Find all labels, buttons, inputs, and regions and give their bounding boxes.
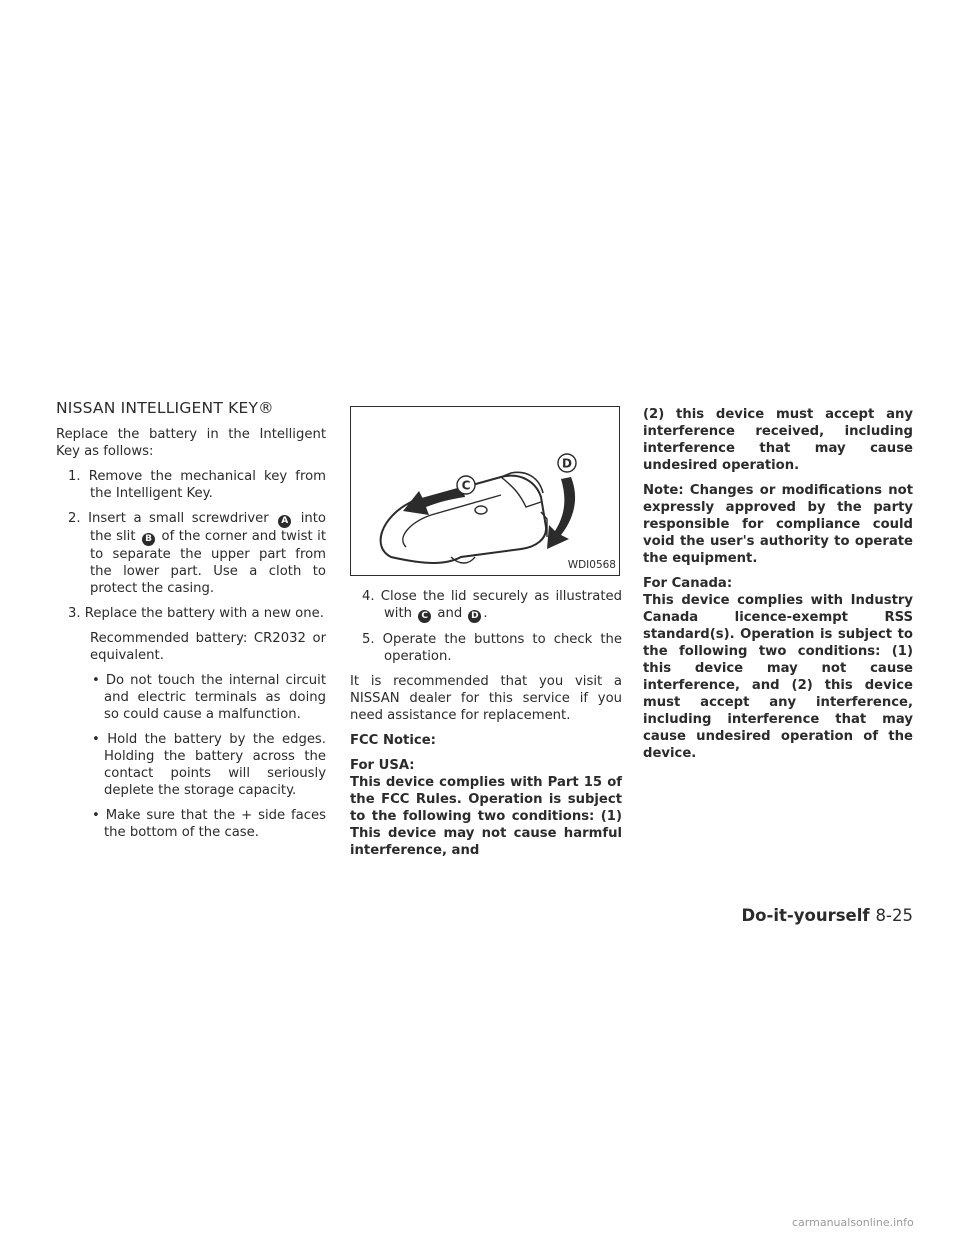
marker-d-icon: D <box>468 610 481 623</box>
step-4 <box>350 588 622 623</box>
step-4-text: 4. Close the lid securely as illustrated with <box>362 589 622 621</box>
fcc-notice-heading: FCC Notice: <box>350 733 436 748</box>
marker-a-icon: A <box>278 515 291 528</box>
step-2-text-2: into the slit <box>90 511 326 544</box>
label-d: D <box>562 456 572 471</box>
arrow-d-icon <box>547 477 575 549</box>
bullet-item: • Do not touch the internal circuit and electric terminals as doing so could cause a malfunction. <box>92 673 326 722</box>
page-number: 8-25 <box>875 906 913 925</box>
key-fob-drawing <box>351 407 619 575</box>
step-2-text-1: 2. Insert a small screwdriver <box>68 511 269 526</box>
column-right <box>643 406 913 770</box>
step-4-and: and <box>437 606 463 621</box>
chapter-name: Do-it-yourself <box>741 906 870 925</box>
canada-text: This device complies with Industry Canada licence-exempt RSS standard(s). Operation is subject to the following two conditions: (1) this device may not cause interference, and (2) this device must accept any interference, including interference that may cause undesired operation of the device. <box>643 593 913 761</box>
section-title: NISSAN INTELLIGENT KEY® <box>56 399 274 417</box>
key-illustration <box>350 406 620 576</box>
step-3: 3. Replace the battery with a new one. <box>68 606 324 621</box>
figure-code: WDI0568 <box>567 559 616 571</box>
step-2-text-3: of the corner and twist it to separate the upper part from the lower part. Use a cloth to protect the casing. <box>90 529 326 596</box>
label-c: C <box>461 478 471 493</box>
intro-paragraph: Replace the battery in the Intelligent Key as follows: <box>56 427 326 459</box>
usa-heading: For USA: <box>350 758 415 773</box>
bullet-item: • Make sure that the + side faces the bottom of the case. <box>92 808 326 840</box>
arrow-c-icon <box>403 489 465 515</box>
usa-text-continued: (2) this device must accept any interference received, including interference that may cause undesired operation. <box>643 407 913 473</box>
usa-text: This device complies with Part 15 of the FCC Rules. Operation is subject to the following two conditions: (1) This device may not cause harmful interference, and <box>350 775 622 858</box>
step-4-end: . <box>483 606 488 621</box>
recommended-battery: Recommended battery: CR2032 or equivalent. <box>90 631 326 663</box>
page-footer <box>741 906 913 925</box>
step-5: 5. Operate the buttons to check the operation. <box>362 632 622 664</box>
dealer-paragraph: It is recommended that you visit a NISSAN dealer for this service if you need assistance for replacement. <box>350 674 622 723</box>
note-paragraph: Note: Changes or modifications not expressly approved by the party responsible for compliance could void the user's authority to operate the equipment. <box>643 483 913 566</box>
step-2 <box>56 510 326 597</box>
watermark: carmanualsonline.info <box>792 1216 914 1229</box>
column-left <box>56 400 326 849</box>
marker-c-icon: C <box>418 610 431 623</box>
column-middle <box>350 406 622 867</box>
step-1: 1. Remove the mechanical key from the Intelligent Key. <box>68 469 326 501</box>
marker-b-icon: B <box>142 533 155 546</box>
canada-heading: For Canada: <box>643 576 733 591</box>
bullet-item: • Hold the battery by the edges. Holding the battery across the contact points will seriously deplete the storage capacity. <box>92 732 326 798</box>
